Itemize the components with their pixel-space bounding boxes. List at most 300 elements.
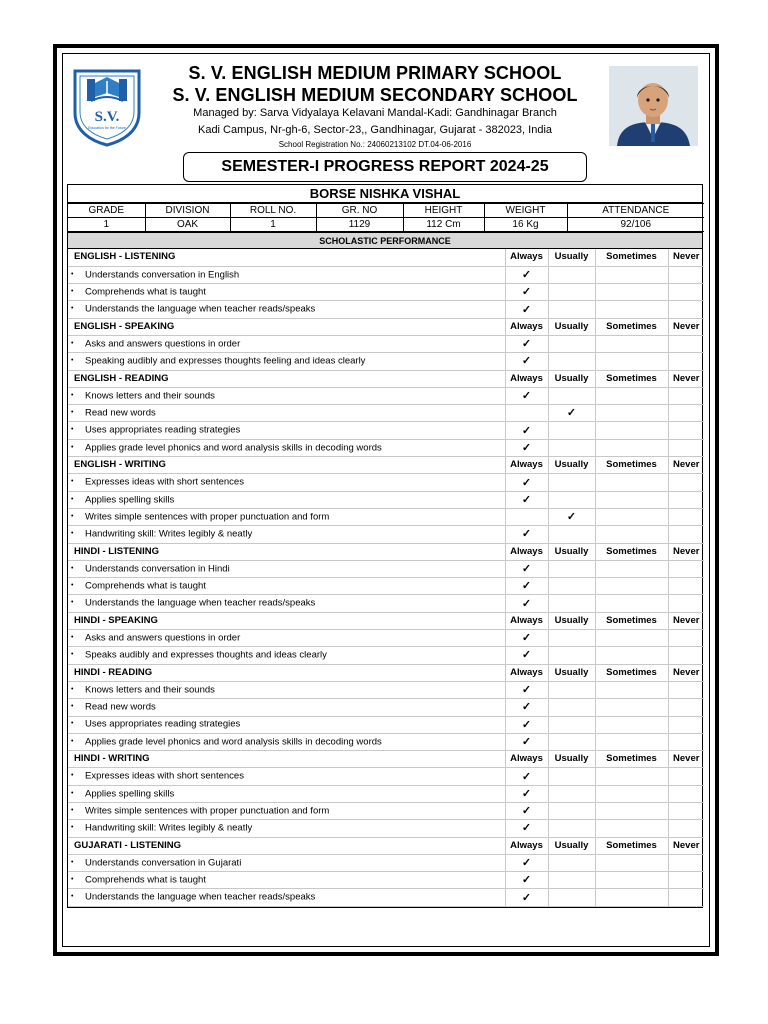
section-title: HINDI - LISTENING bbox=[68, 543, 505, 560]
skill-description bbox=[68, 301, 505, 318]
bullet-icon: • bbox=[71, 512, 74, 520]
bullet-icon: • bbox=[71, 530, 74, 538]
rating-cell bbox=[548, 526, 595, 543]
check-mark-icon: ✓ bbox=[521, 718, 532, 731]
rating-cell bbox=[505, 266, 548, 283]
rating-cell bbox=[548, 422, 595, 439]
info-value: 1129 bbox=[316, 218, 403, 232]
section-header bbox=[68, 318, 704, 335]
rating-cell bbox=[668, 872, 704, 889]
report-table bbox=[67, 184, 703, 908]
rating-cell bbox=[668, 491, 704, 508]
skill-text: Knows letters and their sounds bbox=[85, 390, 215, 402]
skill-row bbox=[68, 820, 704, 837]
rating-cell bbox=[505, 301, 548, 318]
skill-row bbox=[68, 439, 704, 456]
bullet-icon: • bbox=[71, 391, 74, 399]
info-value: 1 bbox=[230, 218, 316, 232]
rating-cell bbox=[505, 560, 548, 577]
rating-cell bbox=[548, 560, 595, 577]
rating-cell bbox=[595, 353, 668, 370]
rating-cell bbox=[668, 405, 704, 422]
rating-cell bbox=[668, 647, 704, 664]
rating-label-sometimes: Sometimes bbox=[595, 249, 668, 266]
skill-text: Asks and answers questions in order bbox=[85, 632, 241, 644]
rating-cell bbox=[595, 526, 668, 543]
rating-cell bbox=[505, 854, 548, 871]
skill-text: Expresses ideas with short sentences bbox=[85, 476, 244, 488]
rating-cell bbox=[595, 681, 668, 698]
rating-cell bbox=[505, 284, 548, 301]
rating-cell bbox=[668, 301, 704, 318]
skill-description bbox=[68, 785, 505, 802]
check-mark-icon: ✓ bbox=[521, 857, 532, 870]
report-title: SEMESTER-I PROGRESS REPORT 2024-25 bbox=[183, 152, 587, 182]
section-header bbox=[68, 837, 704, 854]
rating-cell bbox=[505, 474, 548, 491]
skill-row bbox=[68, 733, 704, 750]
check-mark-icon: ✓ bbox=[521, 891, 532, 904]
campus-address: Kadi Campus, Nr-gh-6, Sector-23,, Gandhinagar, Gujarat - 382023, India bbox=[197, 124, 553, 136]
rating-label-usually: Usually bbox=[548, 318, 595, 335]
scholastic-heading: SCHOLASTIC PERFORMANCE bbox=[68, 232, 702, 249]
bullet-icon: • bbox=[71, 582, 74, 590]
rating-label-never: Never bbox=[668, 370, 704, 387]
rating-cell bbox=[668, 768, 704, 785]
info-header-gr-no: GR. NO bbox=[316, 204, 403, 218]
rating-cell bbox=[505, 803, 548, 820]
rating-cell bbox=[505, 889, 548, 906]
rating-cell bbox=[595, 422, 668, 439]
school-name-primary: S. V. ENGLISH MEDIUM PRIMARY SCHOOL bbox=[188, 63, 562, 83]
rating-cell bbox=[548, 439, 595, 456]
rating-cell bbox=[548, 405, 595, 422]
skill-row bbox=[68, 405, 704, 422]
section-header bbox=[68, 249, 704, 266]
bullet-icon: • bbox=[71, 720, 74, 728]
school-name-secondary: S. V. ENGLISH MEDIUM SECONDARY SCHOOL bbox=[172, 85, 578, 105]
skill-description bbox=[68, 681, 505, 698]
rating-cell bbox=[595, 733, 668, 750]
skill-text: Comprehends what is taught bbox=[85, 580, 206, 592]
check-mark-icon: ✓ bbox=[521, 528, 532, 541]
rating-cell bbox=[668, 526, 704, 543]
skill-description bbox=[68, 474, 505, 491]
skill-row bbox=[68, 284, 704, 301]
rating-cell bbox=[548, 716, 595, 733]
skill-text: Knows letters and their sounds bbox=[85, 684, 215, 696]
skill-description bbox=[68, 422, 505, 439]
rating-cell bbox=[668, 266, 704, 283]
check-mark-icon: ✓ bbox=[521, 476, 532, 489]
section-header bbox=[68, 751, 704, 768]
skill-row bbox=[68, 578, 704, 595]
skill-text: Asks and answers questions in order bbox=[85, 338, 241, 350]
skill-text: Speaks audibly and expresses thoughts and ideas clearly bbox=[85, 649, 327, 661]
rating-cell bbox=[548, 699, 595, 716]
skill-text: Writes simple sentences with proper punctuation and form bbox=[85, 511, 330, 523]
skill-description bbox=[68, 768, 505, 785]
info-header-height: HEIGHT bbox=[403, 204, 484, 218]
rating-cell bbox=[595, 768, 668, 785]
rating-cell bbox=[548, 820, 595, 837]
rating-cell bbox=[595, 578, 668, 595]
rating-cell bbox=[505, 526, 548, 543]
rating-cell bbox=[595, 560, 668, 577]
rating-cell bbox=[548, 785, 595, 802]
rating-cell bbox=[505, 630, 548, 647]
bullet-icon: • bbox=[71, 876, 74, 884]
rating-cell bbox=[668, 820, 704, 837]
check-mark-icon: ✓ bbox=[521, 874, 532, 887]
rating-label-usually: Usually bbox=[548, 370, 595, 387]
section-title: HINDI - SPEAKING bbox=[68, 612, 505, 629]
section-title: HINDI - READING bbox=[68, 664, 505, 681]
rating-cell bbox=[548, 889, 595, 906]
student-photo bbox=[609, 66, 698, 146]
rating-cell bbox=[505, 578, 548, 595]
rating-label-usually: Usually bbox=[548, 249, 595, 266]
rating-cell bbox=[595, 508, 668, 525]
rating-cell bbox=[668, 595, 704, 612]
bullet-icon: • bbox=[71, 339, 74, 347]
rating-label-sometimes: Sometimes bbox=[595, 612, 668, 629]
skill-text: Understands conversation in Hindi bbox=[85, 563, 230, 575]
skill-text: Applies spelling skills bbox=[85, 788, 175, 800]
skill-description bbox=[68, 872, 505, 889]
bullet-icon: • bbox=[71, 443, 74, 451]
rating-cell bbox=[505, 353, 548, 370]
section-header bbox=[68, 370, 704, 387]
rating-label-never: Never bbox=[668, 664, 704, 681]
skill-row bbox=[68, 889, 704, 906]
skill-text: Handwriting skill: Writes legibly & neatly bbox=[85, 528, 253, 540]
rating-label-sometimes: Sometimes bbox=[595, 543, 668, 560]
info-header-attendance: ATTENDANCE bbox=[567, 204, 704, 218]
skill-row bbox=[68, 699, 704, 716]
rating-cell bbox=[505, 785, 548, 802]
rating-cell bbox=[668, 681, 704, 698]
rating-cell bbox=[595, 284, 668, 301]
skill-description bbox=[68, 595, 505, 612]
rating-label-usually: Usually bbox=[548, 664, 595, 681]
skill-description bbox=[68, 405, 505, 422]
rating-cell bbox=[595, 301, 668, 318]
rating-cell bbox=[595, 854, 668, 871]
skill-description bbox=[68, 439, 505, 456]
rating-label-never: Never bbox=[668, 318, 704, 335]
bullet-icon: • bbox=[71, 772, 74, 780]
logo-tagline: Education for the Future bbox=[88, 126, 126, 130]
rating-cell bbox=[668, 422, 704, 439]
skill-row bbox=[68, 768, 704, 785]
rating-cell bbox=[548, 681, 595, 698]
rating-cell bbox=[505, 508, 548, 525]
rating-cell bbox=[668, 387, 704, 404]
skill-description bbox=[68, 491, 505, 508]
skill-row bbox=[68, 301, 704, 318]
rating-label-usually: Usually bbox=[548, 751, 595, 768]
rating-cell bbox=[668, 578, 704, 595]
rating-cell bbox=[505, 647, 548, 664]
rating-label-always: Always bbox=[505, 543, 548, 560]
check-mark-icon: ✓ bbox=[566, 407, 577, 420]
skill-text: Applies grade level phonics and word analysis skills in decoding words bbox=[85, 736, 382, 748]
section-header bbox=[68, 457, 704, 474]
skill-description bbox=[68, 699, 505, 716]
rating-cell bbox=[595, 803, 668, 820]
check-mark-icon: ✓ bbox=[521, 822, 532, 835]
skill-row bbox=[68, 785, 704, 802]
skill-text: Handwriting skill: Writes legibly & neatly bbox=[85, 822, 253, 834]
managed-by: Managed by: Sarva Vidyalaya Kelavani Mandal-Kadi: Gandhinagar Branch bbox=[193, 107, 557, 119]
rating-label-never: Never bbox=[668, 751, 704, 768]
skill-description bbox=[68, 526, 505, 543]
skills-table bbox=[68, 249, 704, 907]
check-mark-icon: ✓ bbox=[521, 701, 532, 714]
bullet-icon: • bbox=[71, 737, 74, 745]
skill-row bbox=[68, 335, 704, 352]
skill-row bbox=[68, 681, 704, 698]
skill-text: Understands the language when teacher reads/speaks bbox=[85, 303, 316, 315]
rating-cell bbox=[595, 387, 668, 404]
skill-row bbox=[68, 387, 704, 404]
rating-cell bbox=[595, 491, 668, 508]
bullet-icon: • bbox=[71, 564, 74, 572]
rating-label-never: Never bbox=[668, 612, 704, 629]
rating-cell bbox=[505, 405, 548, 422]
check-mark-icon: ✓ bbox=[521, 268, 532, 281]
skill-row bbox=[68, 353, 704, 370]
bullet-icon: • bbox=[71, 357, 74, 365]
rating-cell bbox=[548, 647, 595, 664]
skill-description bbox=[68, 508, 505, 525]
check-mark-icon: ✓ bbox=[521, 303, 532, 316]
rating-cell bbox=[548, 578, 595, 595]
skill-description bbox=[68, 353, 505, 370]
rating-cell bbox=[548, 284, 595, 301]
check-mark-icon: ✓ bbox=[521, 424, 532, 437]
skill-row bbox=[68, 647, 704, 664]
rating-label-sometimes: Sometimes bbox=[595, 664, 668, 681]
rating-cell bbox=[548, 854, 595, 871]
check-mark-icon: ✓ bbox=[521, 338, 532, 351]
rating-cell bbox=[595, 335, 668, 352]
rating-cell bbox=[505, 699, 548, 716]
rating-label-never: Never bbox=[668, 543, 704, 560]
rating-cell bbox=[548, 733, 595, 750]
rating-cell bbox=[505, 716, 548, 733]
skill-text: Uses appropriates reading strategies bbox=[85, 424, 241, 436]
bullet-icon: • bbox=[71, 824, 74, 832]
skill-row bbox=[68, 526, 704, 543]
rating-cell bbox=[505, 872, 548, 889]
info-header-roll-no: ROLL NO. bbox=[230, 204, 316, 218]
bullet-icon: • bbox=[71, 599, 74, 607]
skill-description bbox=[68, 387, 505, 404]
skill-row bbox=[68, 716, 704, 733]
skill-description bbox=[68, 560, 505, 577]
rating-cell bbox=[548, 630, 595, 647]
rating-cell bbox=[548, 803, 595, 820]
check-mark-icon: ✓ bbox=[521, 735, 532, 748]
skill-text: Uses appropriates reading strategies bbox=[85, 718, 241, 730]
rating-cell bbox=[668, 474, 704, 491]
skill-description bbox=[68, 647, 505, 664]
bullet-icon: • bbox=[71, 305, 74, 313]
skill-description bbox=[68, 854, 505, 871]
skill-text: Applies spelling skills bbox=[85, 494, 175, 506]
skill-description bbox=[68, 716, 505, 733]
bullet-icon: • bbox=[71, 858, 74, 866]
rating-cell bbox=[668, 508, 704, 525]
rating-cell bbox=[505, 820, 548, 837]
check-mark-icon: ✓ bbox=[521, 493, 532, 506]
rating-cell bbox=[595, 474, 668, 491]
rating-label-always: Always bbox=[505, 837, 548, 854]
rating-cell bbox=[548, 266, 595, 283]
rating-label-sometimes: Sometimes bbox=[595, 457, 668, 474]
section-title: ENGLISH - SPEAKING bbox=[68, 318, 505, 335]
skill-row bbox=[68, 872, 704, 889]
skill-description bbox=[68, 284, 505, 301]
skill-text: Writes simple sentences with proper punctuation and form bbox=[85, 805, 330, 817]
rating-cell bbox=[668, 699, 704, 716]
skill-text: Understands conversation in English bbox=[85, 269, 240, 281]
rating-cell bbox=[668, 854, 704, 871]
skill-description bbox=[68, 733, 505, 750]
skill-description bbox=[68, 630, 505, 647]
rating-cell bbox=[505, 387, 548, 404]
rating-label-usually: Usually bbox=[548, 543, 595, 560]
student-info-table bbox=[68, 203, 704, 232]
rating-label-always: Always bbox=[505, 370, 548, 387]
rating-cell bbox=[595, 647, 668, 664]
check-mark-icon: ✓ bbox=[521, 649, 532, 662]
skill-description bbox=[68, 889, 505, 906]
rating-cell bbox=[668, 716, 704, 733]
bullet-icon: • bbox=[71, 409, 74, 417]
check-mark-icon: ✓ bbox=[521, 787, 532, 800]
skill-description bbox=[68, 335, 505, 352]
section-title: ENGLISH - READING bbox=[68, 370, 505, 387]
rating-cell bbox=[668, 889, 704, 906]
rating-cell bbox=[668, 439, 704, 456]
skill-description bbox=[68, 803, 505, 820]
rating-cell bbox=[548, 491, 595, 508]
rating-cell bbox=[548, 872, 595, 889]
rating-cell bbox=[505, 422, 548, 439]
rating-cell bbox=[548, 474, 595, 491]
skill-row bbox=[68, 491, 704, 508]
check-mark-icon: ✓ bbox=[521, 286, 532, 299]
rating-cell bbox=[548, 335, 595, 352]
rating-label-usually: Usually bbox=[548, 457, 595, 474]
skill-text: Speaking audibly and expresses thoughts feeling and ideas clearly bbox=[85, 355, 366, 367]
rating-cell bbox=[595, 820, 668, 837]
skill-description bbox=[68, 820, 505, 837]
check-mark-icon: ✓ bbox=[521, 684, 532, 697]
info-header-grade: GRADE bbox=[68, 204, 145, 218]
rating-cell bbox=[505, 491, 548, 508]
rating-label-always: Always bbox=[505, 612, 548, 629]
rating-cell bbox=[505, 439, 548, 456]
skill-row bbox=[68, 474, 704, 491]
bullet-icon: • bbox=[71, 270, 74, 278]
rating-cell bbox=[595, 405, 668, 422]
check-mark-icon: ✓ bbox=[566, 511, 577, 524]
info-value: 92/106 bbox=[567, 218, 704, 232]
bullet-icon: • bbox=[71, 703, 74, 711]
rating-cell bbox=[505, 733, 548, 750]
rating-cell bbox=[548, 387, 595, 404]
check-mark-icon: ✓ bbox=[521, 390, 532, 403]
rating-cell bbox=[668, 630, 704, 647]
section-title: GUJARATI - LISTENING bbox=[68, 837, 505, 854]
skill-text: Understands the language when teacher reads/speaks bbox=[85, 891, 316, 903]
rating-label-always: Always bbox=[505, 457, 548, 474]
student-info-values bbox=[68, 218, 704, 232]
rating-cell bbox=[668, 335, 704, 352]
bullet-icon: • bbox=[71, 651, 74, 659]
check-mark-icon: ✓ bbox=[521, 805, 532, 818]
rating-cell bbox=[548, 353, 595, 370]
rating-cell bbox=[595, 889, 668, 906]
bullet-icon: • bbox=[71, 287, 74, 295]
rating-label-sometimes: Sometimes bbox=[595, 751, 668, 768]
rating-cell bbox=[505, 768, 548, 785]
rating-cell bbox=[668, 803, 704, 820]
rating-cell bbox=[505, 681, 548, 698]
rating-cell bbox=[595, 595, 668, 612]
rating-label-never: Never bbox=[668, 249, 704, 266]
skill-row bbox=[68, 630, 704, 647]
info-header-division: DIVISION bbox=[145, 204, 230, 218]
bullet-icon: • bbox=[71, 495, 74, 503]
rating-cell bbox=[668, 284, 704, 301]
check-mark-icon: ✓ bbox=[521, 441, 532, 454]
skill-text: Understands conversation in Gujarati bbox=[85, 857, 242, 869]
check-mark-icon: ✓ bbox=[521, 355, 532, 368]
rating-cell bbox=[595, 785, 668, 802]
section-header bbox=[68, 664, 704, 681]
rating-cell bbox=[668, 733, 704, 750]
section-header bbox=[68, 543, 704, 560]
info-header-weight: WEIGHT bbox=[484, 204, 567, 218]
section-title: ENGLISH - WRITING bbox=[68, 457, 505, 474]
info-value: 16 Kg bbox=[484, 218, 567, 232]
section-title: ENGLISH - LISTENING bbox=[68, 249, 505, 266]
school-registration: School Registration No.: 24060213102 DT.04-06-2016 bbox=[278, 140, 472, 149]
skill-row bbox=[68, 595, 704, 612]
bullet-icon: • bbox=[71, 633, 74, 641]
skill-text: Read new words bbox=[85, 701, 156, 713]
rating-label-never: Never bbox=[668, 457, 704, 474]
rating-cell bbox=[595, 439, 668, 456]
rating-cell bbox=[668, 785, 704, 802]
rating-label-usually: Usually bbox=[548, 612, 595, 629]
rating-label-never: Never bbox=[668, 837, 704, 854]
bullet-icon: • bbox=[71, 685, 74, 693]
rating-cell bbox=[668, 560, 704, 577]
rating-cell bbox=[548, 768, 595, 785]
rating-label-always: Always bbox=[505, 751, 548, 768]
info-value: 112 Cm bbox=[403, 218, 484, 232]
school-logo bbox=[71, 67, 143, 147]
bullet-icon: • bbox=[71, 478, 74, 486]
check-mark-icon: ✓ bbox=[521, 597, 532, 610]
rating-cell bbox=[595, 872, 668, 889]
